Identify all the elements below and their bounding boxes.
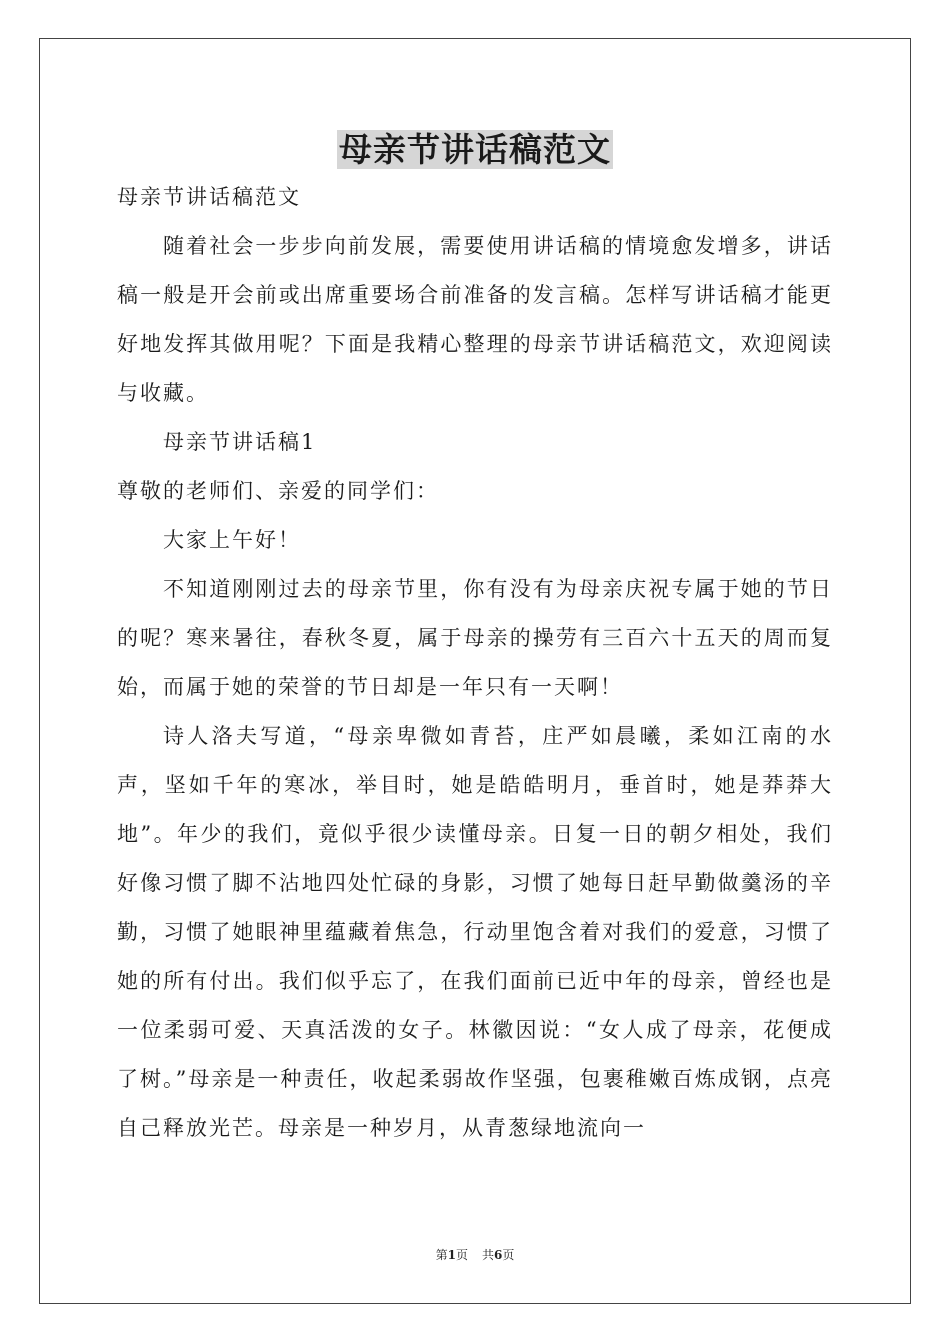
footer-page-prefix: 第: [435, 1248, 448, 1262]
paragraph: 母亲节讲话稿1: [163, 430, 317, 454]
paragraph: 随着社会一步步向前发展，需要使用讲话稿的情境愈发增多，讲话稿一般是开会前或出席重要场合前准备的发言稿。怎样写讲话稿才能更好地发挥其做用呢？下面是我精心整理的母亲节讲话稿范文，欢迎阅读与收藏。: [117, 234, 833, 405]
paragraph: 母亲节讲话稿范文: [117, 185, 301, 209]
footer-page-suffix: 页: [455, 1248, 468, 1262]
footer-total-suffix: 页: [502, 1248, 515, 1262]
document-title-text: 母亲节讲话稿范文: [339, 130, 611, 169]
document-title: [0, 126, 950, 174]
paragraph: 不知道刚刚过去的母亲节里，你有没有为母亲庆祝专属于她的节日的呢？寒来暑往，春秋冬夏，属于母亲的操劳有三百六十五天的周而复始，而属于她的荣誉的节日却是一年只有一天啊！: [117, 577, 833, 699]
footer-page-number: 1: [447, 1248, 456, 1262]
document-body: [117, 173, 833, 1153]
footer-total-pages: 6: [494, 1248, 503, 1262]
paragraph: 尊敬的老师们、亲爱的同学们：: [117, 479, 439, 503]
paragraph: 诗人洛夫写道，“母亲卑微如青苔，庄严如晨曦，柔如江南的水声，坚如千年的寒冰，举目时，她是皓皓明月，垂首时，她是莽莽大地”。年少的我们，竟似乎很少读懂母亲。日复一日的朝夕相处，我们好像习惯了脚不沾地四处忙碌的身影，习惯了她每日赶早勤做羹汤的辛勤，习惯了她眼神里蕴藏着焦急，行动里饱含着对我们的爱意，习惯了她的所有付出。我们似乎忘了，在我们面前已近中年的母亲，曾经也是一位柔弱可爱、天真活泼的女子。林徽因说：“女人成了母亲，花便成了树。”母亲是一种责任，收起柔弱故作坚强，包裹稚嫩百炼成钢，点亮自己释放光芒。母亲是一种岁月，从青葱绿地流向一: [117, 724, 833, 1140]
page-footer: [0, 1246, 950, 1264]
footer-total-prefix: 共: [482, 1248, 495, 1262]
paragraph: 大家上午好！: [163, 528, 301, 552]
